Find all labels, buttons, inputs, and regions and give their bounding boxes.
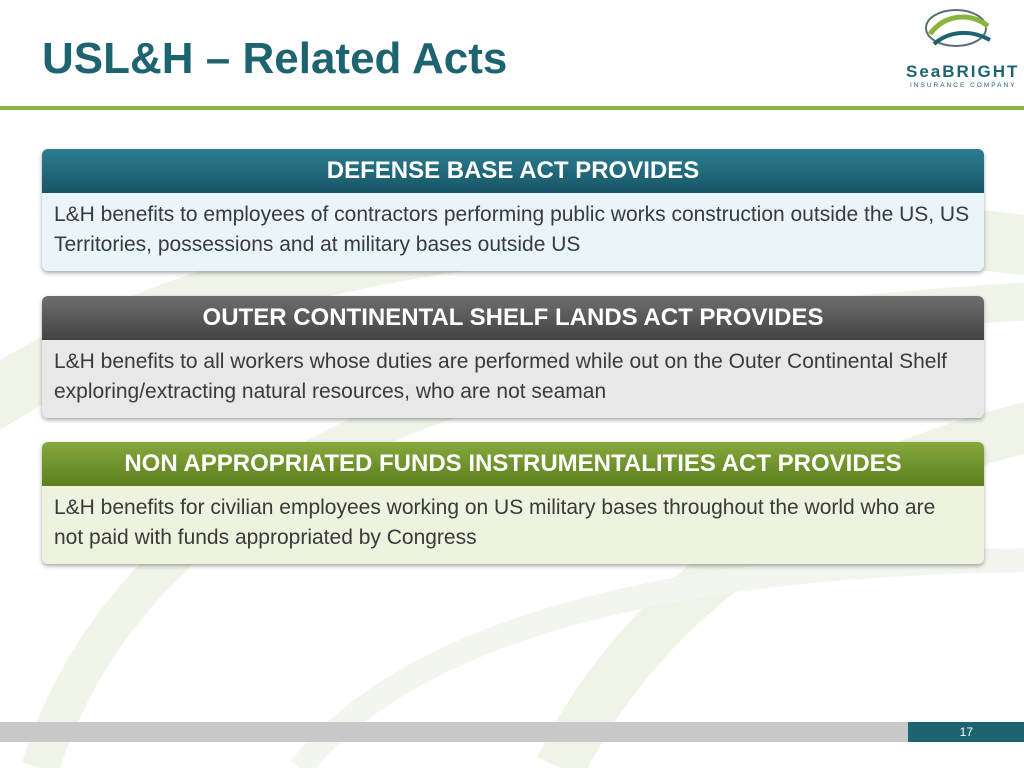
nafi-act-box <box>42 442 984 564</box>
logo-subtitle: INSURANCE COMPANY <box>910 82 1017 89</box>
defense-base-act-box <box>42 149 984 271</box>
outer-continental-shelf-act-heading: OUTER CONTINENTAL SHELF LANDS ACT PROVIDES <box>42 296 984 340</box>
outer-continental-shelf-act-box <box>42 296 984 418</box>
nafi-act-text: L&H benefits for civilian employees working on US military bases throughout the world who are not paid with funds appropriated by Congress <box>42 486 984 564</box>
wave-logo-icon <box>920 4 1000 62</box>
page-number: 17 <box>908 722 1024 742</box>
nafi-act-heading: NON APPROPRIATED FUNDS INSTRUMENTALITIES ACT PROVIDES <box>42 442 984 486</box>
seabright-logo <box>900 4 1020 102</box>
footer-bar <box>0 722 908 742</box>
title-divider <box>0 106 1024 110</box>
outer-continental-shelf-act-text: L&H benefits to all workers whose duties are performed while out on the Outer Continental Shelf exploring/extracting natural resources, who are not seaman <box>42 340 984 418</box>
defense-base-act-text: L&H benefits to employees of contractors performing public works construction outside the US, US Territories, possessions and at military bases outside US <box>42 193 984 271</box>
logo-wordmark: SeaBRIGHT <box>906 62 1020 81</box>
slide-title: USL&H – Related Acts <box>42 34 508 83</box>
defense-base-act-heading: DEFENSE BASE ACT PROVIDES <box>42 149 984 193</box>
